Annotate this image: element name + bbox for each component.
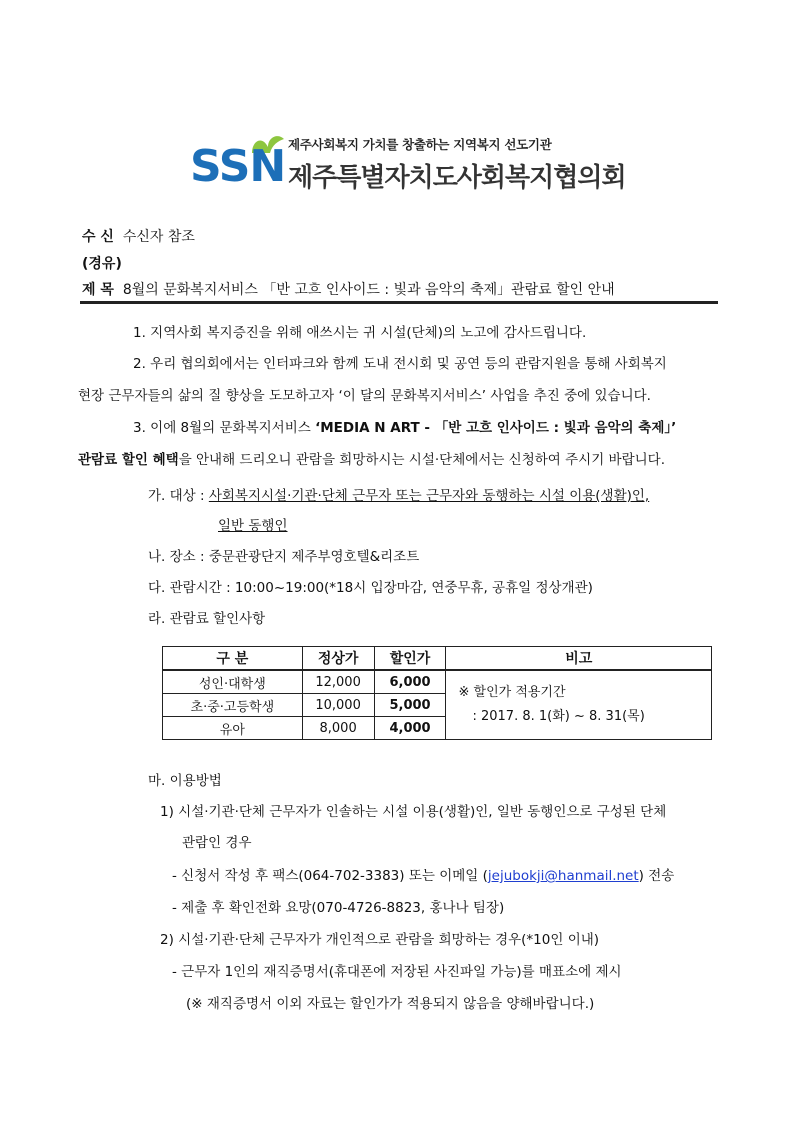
cell-category: 초·중·고등학생	[163, 694, 303, 717]
fee-table	[162, 646, 712, 740]
note-line-2: : 2017. 8. 1(화) ~ 8. 31(목)	[472, 709, 645, 724]
cell-category: 유아	[163, 717, 303, 740]
method-1c-text: - 신청서 작성 후 팩스(064-702-3383) 또는 이메일 (	[172, 868, 488, 884]
method-1b: 관람인 경우	[182, 835, 252, 851]
recipient-line	[82, 226, 195, 246]
cell-regular: 10,000	[302, 694, 374, 717]
item-ga	[148, 484, 649, 504]
cell-discount: 5,000	[374, 694, 446, 717]
recipient-label: 수 신	[82, 229, 114, 245]
note-line-1: ※ 할인가 적용기간	[458, 685, 566, 700]
logo-slogan: 제주사회복지 가치를 창출하는 지역복지 선도기관	[288, 137, 552, 152]
cell-discount: 4,000	[374, 717, 446, 740]
method-1c	[172, 864, 674, 884]
recipient-value: 수신자 참조	[122, 229, 195, 245]
col-discount: 할인가	[374, 647, 446, 671]
logo-org-name: 제주특별자치도사회복지협의회	[288, 163, 626, 193]
email-link[interactable]: jejubokji@hanmail.net	[487, 868, 639, 884]
item-ra: 라. 관람료 할인사항	[148, 611, 266, 627]
item-ga-value-cont: 일반 동행인	[218, 518, 288, 534]
method-2c: (※ 재직증명서 이외 자료는 할인가가 적용되지 않음을 양해바랍니다.)	[186, 996, 595, 1012]
table-row	[163, 670, 712, 694]
paragraph-1: 1. 지역사회 복지증진을 위해 애쓰시는 귀 시설(단체)의 노고에 감사드립니다.	[133, 325, 587, 341]
cell-discount: 6,000	[374, 670, 446, 694]
subject-label: 제 목	[82, 282, 114, 298]
fee-table-header	[163, 647, 712, 671]
paragraph-3a-text: 3. 이에 8월의 문화복지서비스	[133, 420, 316, 436]
subject-value: 8월의 문화복지서비스 「반 고흐 인사이드 : 빛과 음악의 축제」관람료 할인 안내	[122, 282, 615, 298]
method-1d: - 제출 후 확인전화 요망(070-4726-8823, 홍나나 팀장)	[172, 900, 505, 916]
paragraph-2a: 2. 우리 협의회에서는 인터파크와 함께 도내 전시회 및 공연 등의 관람지원을 통해 사회복지	[133, 356, 667, 372]
subject-line	[82, 279, 615, 299]
method-1a: 1) 시설·기관·단체 근무자가 인솔하는 시설 이용(생활)인, 일반 동행인으로 구성된 단체	[160, 804, 667, 820]
cell-category: 성인·대학생	[163, 670, 303, 694]
logo-brand: SSN	[190, 141, 286, 192]
paragraph-3a	[133, 416, 676, 436]
item-ma: 마. 이용방법	[148, 773, 222, 789]
item-ga-value: 사회복지시설·기관·단체 근무자 또는 근무자와 동행하는 시설 이용(생활)인,	[208, 488, 650, 504]
cell-regular: 8,000	[302, 717, 374, 740]
col-category: 구 분	[163, 647, 303, 671]
header-divider	[80, 301, 718, 304]
col-note: 비고	[446, 647, 712, 671]
item-na: 나. 장소 : 중문관광단지 제주부영호텔&리조트	[148, 549, 420, 565]
org-logo	[190, 133, 626, 193]
via-line: (경유)	[82, 256, 122, 272]
method-2a: 2) 시설·기관·단체 근무자가 개인적으로 관람을 희망하는 경우(*10인 이내)	[160, 932, 600, 948]
col-regular: 정상가	[302, 647, 374, 671]
event-title: ‘MEDIA N ART - 「반 고흐 인사이드 : 빛과 음악의 축제」’	[315, 420, 677, 436]
discount-highlight: 관람료 할인 혜택	[78, 452, 179, 468]
paragraph-3b	[78, 448, 665, 468]
item-ga-label: 가. 대상 :	[148, 488, 209, 504]
paragraph-3b-text: 을 안내해 드리오니 관람을 희망하시는 시설·단체에서는 신청하여 주시기 바랍니다.	[178, 452, 665, 468]
paragraph-2b: 현장 근무자들의 삶의 질 향상을 도모하고자 ‘이 달의 문화복지서비스’ 사업을 추진 중에 있습니다.	[78, 388, 651, 404]
method-2b: - 근무자 1인의 재직증명서(휴대폰에 저장된 사진파일 가능)를 매표소에 제시	[172, 964, 622, 980]
cell-note	[446, 670, 712, 740]
item-da: 다. 관람시간 : 10:00~19:00(*18시 입장마감, 연중무휴, 공휴일 정상개관)	[148, 580, 593, 596]
cell-regular: 12,000	[302, 670, 374, 694]
method-1c-post: ) 전송	[638, 868, 675, 884]
